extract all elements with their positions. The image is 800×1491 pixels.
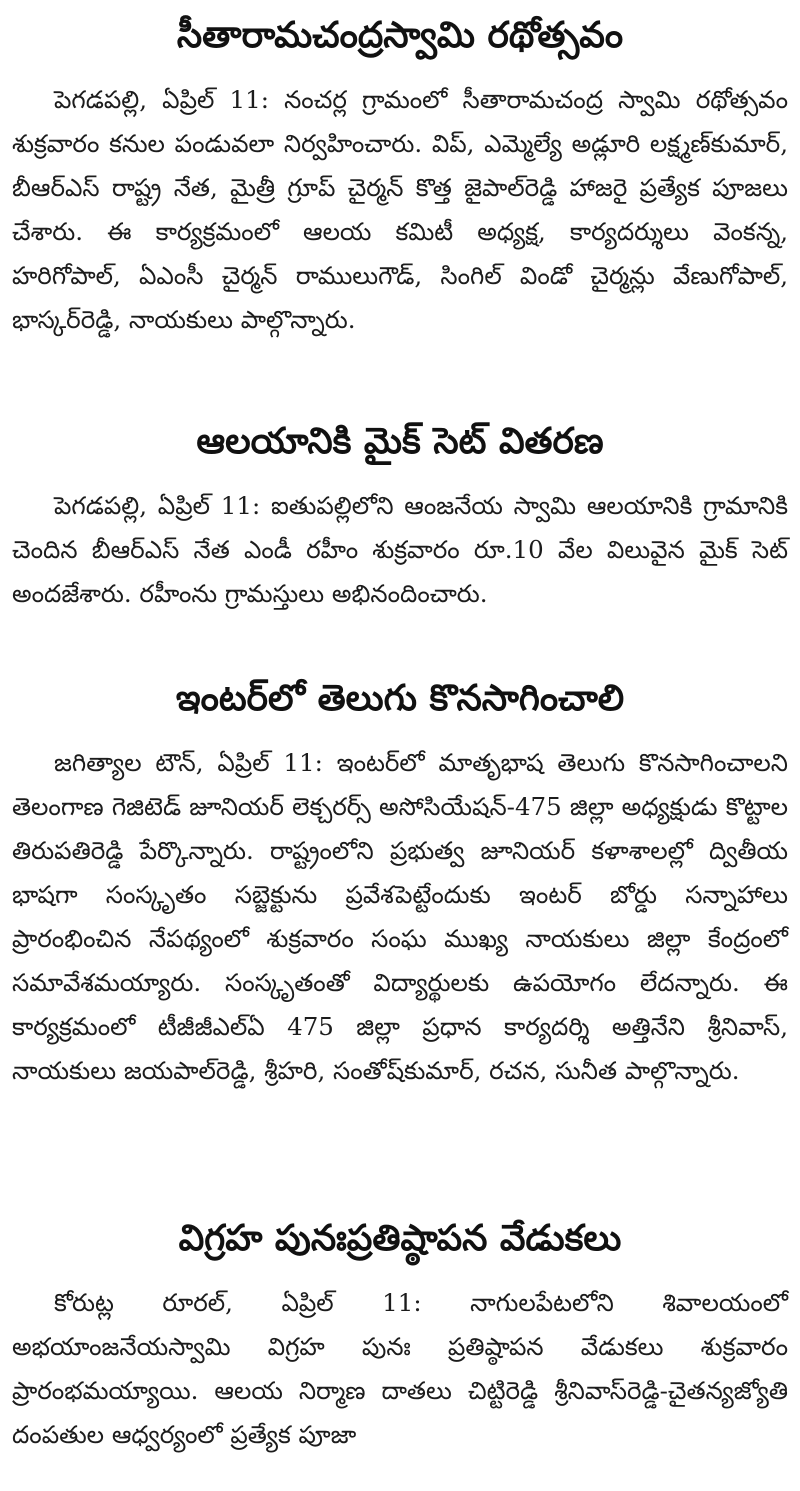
article-headline: ఆలయానికి మైక్ సెట్ వితరణ (196, 421, 604, 462)
article-body: పెగడపల్లి, ఏప్రిల్ 11: నంచర్ల గ్రామంలో సీతారామచంద్ర స్వామి రథోత్సవం శుక్రవారం కనుల పండువలా నిర్వహించారు. విప్, ఎమ్మెల్యే అడ్లూరి లక్ష్మణ్‌కుమార్, బీఆర్ఎస్ రాష్ట్ర నేత, మైత్రీ గ్రూప్ చైర్మన్ కొత్త జైపాల్‌రెడ్డి హాజరై ప్రత్యేక పూజలు చేశారు. ఈ కార్యక్రమంలో ఆలయ కమిటీ అధ్యక్ష, కార్యదర్శులు వెంకన్న, హరిగోపాల్, ఏఎంసీ చైర్మన్ రాములుగౌడ్, సింగిల్ విండో చైర్మన్లు వేణుగోపాల్, భాస్కర్‌రెడ్డి, నాయకులు పాల్గొన్నారు. (12, 85, 788, 334)
article-body: పెగడపల్లి, ఏప్రిల్ 11: ఐతుపల్లిలోని ఆంజనేయ స్వామి ఆలయానికి గ్రామానికి చెందిన బీఆర్ఎస్ నేత ఎండీ రహీం శుక్రవారం రూ.10 వేల విలువైన మైక్ సెట్ అందజేశారు. రహీంను గ్రామస్తులు అభినందించారు. (12, 491, 788, 608)
article-headline: విగ్రహ పునఃప్రతిష్ఠాపన వేడుకలు (178, 1218, 622, 1259)
article-rathotsavam (12, 12, 788, 342)
article-idol-reinstallation (12, 1215, 788, 1457)
article-headline: ఇంటర్‌లో తెలుగు కొనసాగించాలి (175, 678, 625, 719)
article-mic-set (12, 418, 788, 616)
article-body: కోరుట్ల రూరల్, ఏప్రిల్ 11: నాగులపేటలోని శివాలయంలో అభయాంజనేయస్వామి విగ్రహ పునః ప్రతిష్ఠాపన వేడుకలు శుక్రవారం ప్రారంభమయ్యాయి. ఆలయ నిర్మాణ దాతలు చిట్టిరెడ్డి శ్రీనివాస్‌రెడ్డి-చైతన్యజ్యోతి దంపతుల ఆధ్వర్యంలో ప్రత్యేక పూజా (12, 1288, 788, 1449)
article-body: జగిత్యాల టౌన్, ఏప్రిల్ 11: ఇంటర్‌లో మాతృభాష తెలుగు కొనసాగించాలని తెలంగాణ గెజిటెడ్ జూనియర్ లెక్చరర్స్ అసోసియేషన్-475 జిల్లా అధ్యక్షుడు కొట్టాల తిరుపతిరెడ్డి పేర్కొన్నారు. రాష్ట్రంలోని ప్రభుత్వ జూనియర్ కళాశాలల్లో ద్వితీయ భాషగా సంస్కృతం సబ్జెక్టును ప్రవేశపెట్టేందుకు ఇంటర్ బోర్డు సన్నాహాలు ప్రారంభించిన నేపథ్యంలో శుక్రవారం సంఘ ముఖ్య నాయకులు జిల్లా కేంద్రంలో సమావేశమయ్యారు. సంస్కృతంతో విద్యార్థులకు ఉపయోగం లేదన్నారు. ఈ కార్యక్రమంలో టీజీజీఎల్ఏ 475 జిల్లా ప్రధాన కార్యదర్శి అత్తినేని శ్రీనివాస్, నాయకులు జయపాల్‌రెడ్డి, శ్రీహరి, సంతోష్‌కుమార్, రచన, సునీత పాల్గొన్నారు. (12, 748, 788, 1085)
article-headline: సీతారామచంద్రస్వామి రథోత్సవం (176, 15, 624, 56)
article-telugu-inter (12, 675, 788, 1093)
